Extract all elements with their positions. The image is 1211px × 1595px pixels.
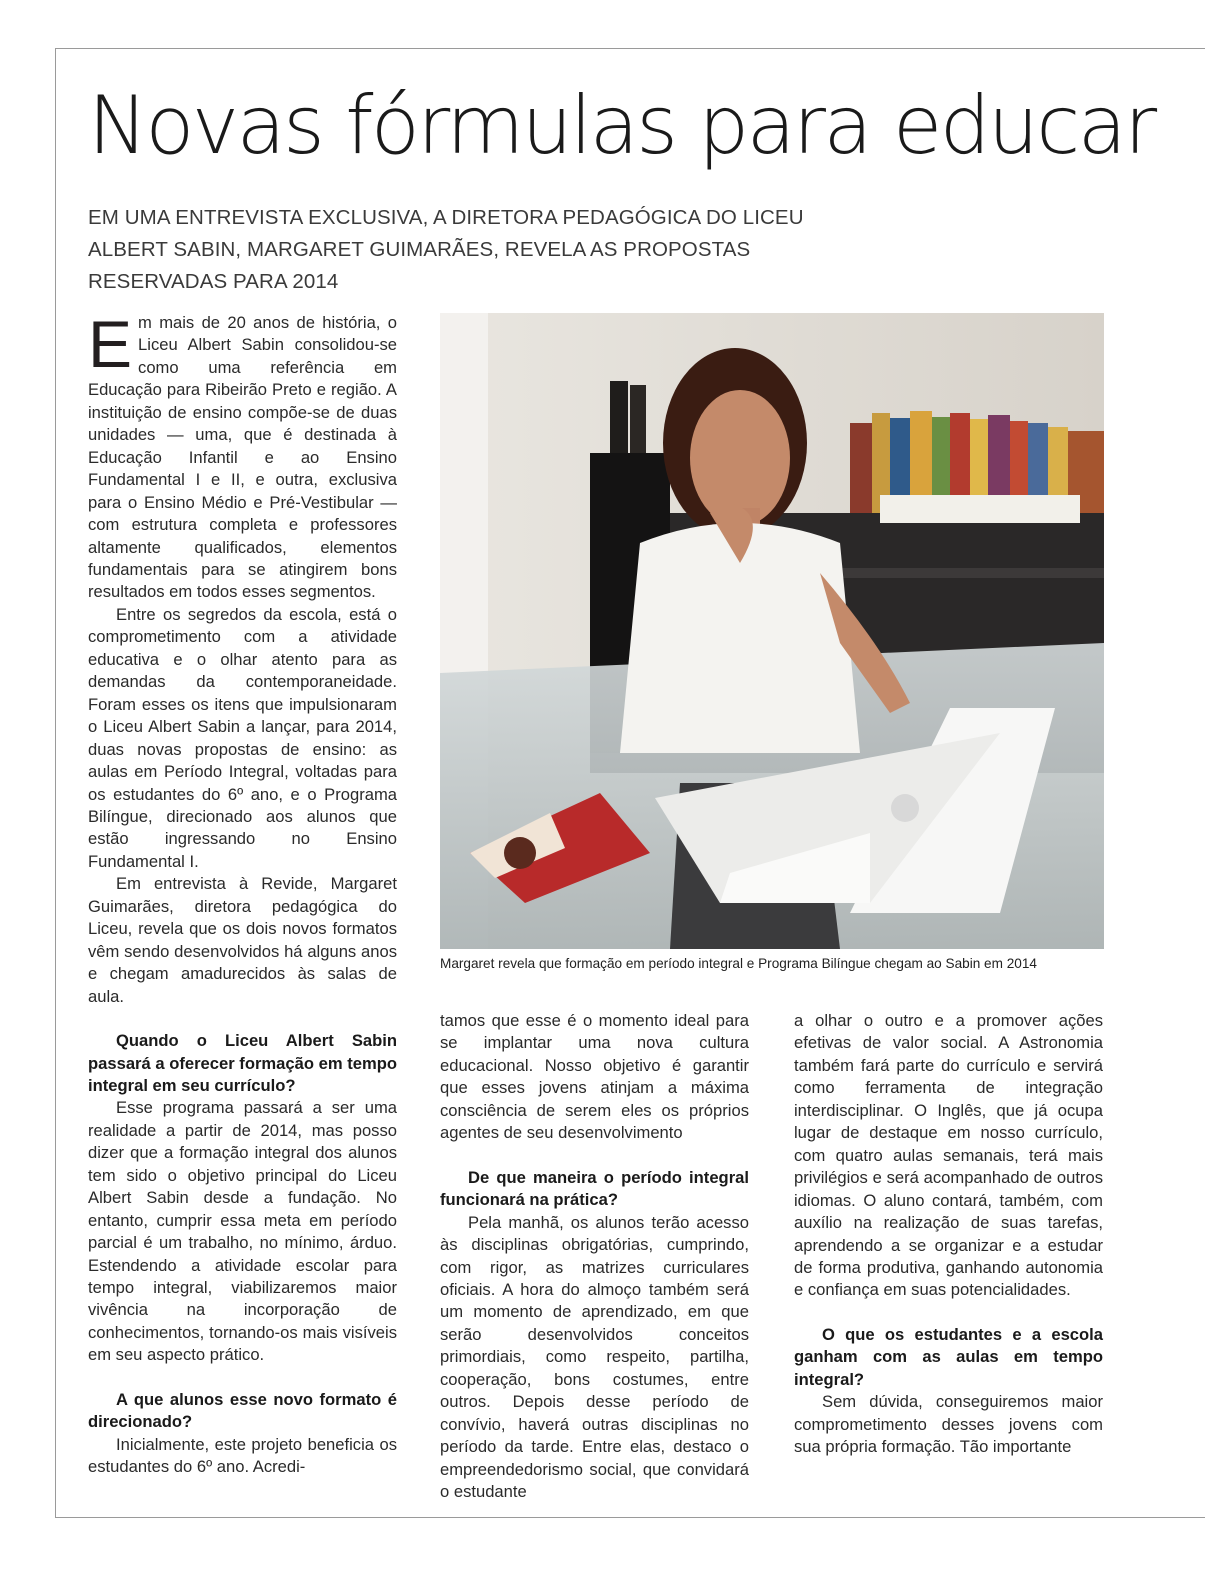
answer-3-continued: a olhar o outro e a promover ações efetivas de valor social. A Astronomia também fará parte do currículo e servirá como ferramenta de integração interdisciplinar. O Inglês, que já ocupa lugar de destaque em nosso currículo, com quatro aulas semanais, terá mais privilégios e será acompanhado de outros idiomas. O aluno contará, também, com auxílio na realização de suas tarefas, aprendendo a se organizar e a estudar de forma produtiva, ganhando autonomia e confiança em suas potencialidades.	[794, 1011, 1103, 1300]
article-column-3	[794, 1010, 1103, 1459]
answer-3-start: Pela manhã, os alunos terão acesso às disciplinas obrigatórias, cumprindo, com rigor, as matrizes curriculares oficiais. A hora do almoço também será um momento de aprendizado, em que serão desenvolvidos conceitos primordiais, como respeito, partilha, cooperação, bons costumes, entre outros. Depois desse período de convívio, haverá outras disciplinas no período da tarde. Entre elas, destaco o empreendedorismo social, que convidará o estudante	[440, 1212, 749, 1502]
drop-cap: E	[88, 307, 133, 381]
question-2: A que alunos esse novo formato é direcionado?	[88, 1389, 397, 1432]
deck-subtitle: EM UMA ENTREVISTA EXCLUSIVA, A DIRETORA PEDAGÓGICA DO LICEU ALBERT SABIN, MARGARET GUIMARÃES, REVELA AS PROPOSTAS RESERVADAS PARA 2014	[88, 206, 804, 293]
intro-paragraph-1	[88, 307, 397, 604]
intro-paragraph-2: Entre os segredos da escola, está o comprometimento com a atividade educativa e o olhar atento para as demandas da contemporaneidade. Foram esses os itens que impulsionaram o Liceu Albert Sabin a lançar, para 2014, duas novas propostas de ensino: as aulas em Período Integral, voltadas para os estudantes do 6º ano, e o Programa Bilíngue, direcionado aos alunos que estão ingressando no Ensino Fundamental I.	[88, 604, 397, 871]
question-4: O que os estudantes e a escola ganham com as aulas em tempo integral?	[794, 1324, 1103, 1389]
answer-2-start: Inicialmente, este projeto beneficia os estudantes do 6º ano. Acredi-	[88, 1434, 397, 1477]
answer-1: Esse programa passará a ser uma realidade a partir de 2014, mas posso dizer que a formação integral dos alunos tem sido o objetivo principal do Liceu Albert Sabin desde a fundação. No entanto, cumprir essa meta em período parcial é um trabalho, no mínimo, árduo. Estendendo a atividade escolar para tempo integral, viabilizaremos maior vivência na incorporação de conhecimentos, tornando-os mais visíveis em seu aspecto prático.	[88, 1098, 397, 1365]
answer-4-start: Sem dúvida, conseguiremos maior comprometimento desses jovens com sua própria formação. Tão importante	[794, 1392, 1103, 1457]
article-column-2	[440, 1010, 749, 1504]
headline: Novas fórmulas para educar	[88, 79, 1155, 172]
question-3: De que maneira o período integral funcionará na prática?	[440, 1167, 749, 1210]
question-1: Quando o Liceu Albert Sabin passará a oferecer formação em tempo integral em seu currículo?	[88, 1031, 397, 1095]
portrait-photo-illustration	[440, 313, 1104, 949]
answer-2-continued: tamos que esse é o momento ideal para se implantar uma nova cultura educacional. Nosso objetivo é garantir que esses jovens atinjam a máxima consciência de serem eles os próprios agentes de seu desenvolvimento	[440, 1011, 749, 1143]
intro-paragraph-3: Em entrevista à Revide, Margaret Guimarães, diretora pedagógica do Liceu, revela que os dois novos formatos vêm sendo desenvolvidos há alguns anos e chegam amadurecidos às salas de aula.	[88, 874, 397, 1006]
article-photo	[440, 313, 1104, 949]
intro-paragraph-1-text: m mais de 20 anos de história, o Liceu Albert Sabin consolidou-se como uma referência em Educação para Ribeirão Preto e região. A instituição de ensino compõe-se de duas unidades — uma, que é destinada à Educação Infantil e ao Ensino Fundamental I e II, e outra, exclusiva para o Ensino Médio e Pré-Vestibular — com estrutura completa e professores altamente qualificados, elementos fundamentais para se atingirem bons resultados em todos esses segmentos.	[88, 313, 397, 602]
photo-caption: Margaret revela que formação em período integral e Programa Bilíngue chegam ao Sabin em 2014	[440, 956, 1037, 971]
article-column-1	[88, 307, 397, 1479]
